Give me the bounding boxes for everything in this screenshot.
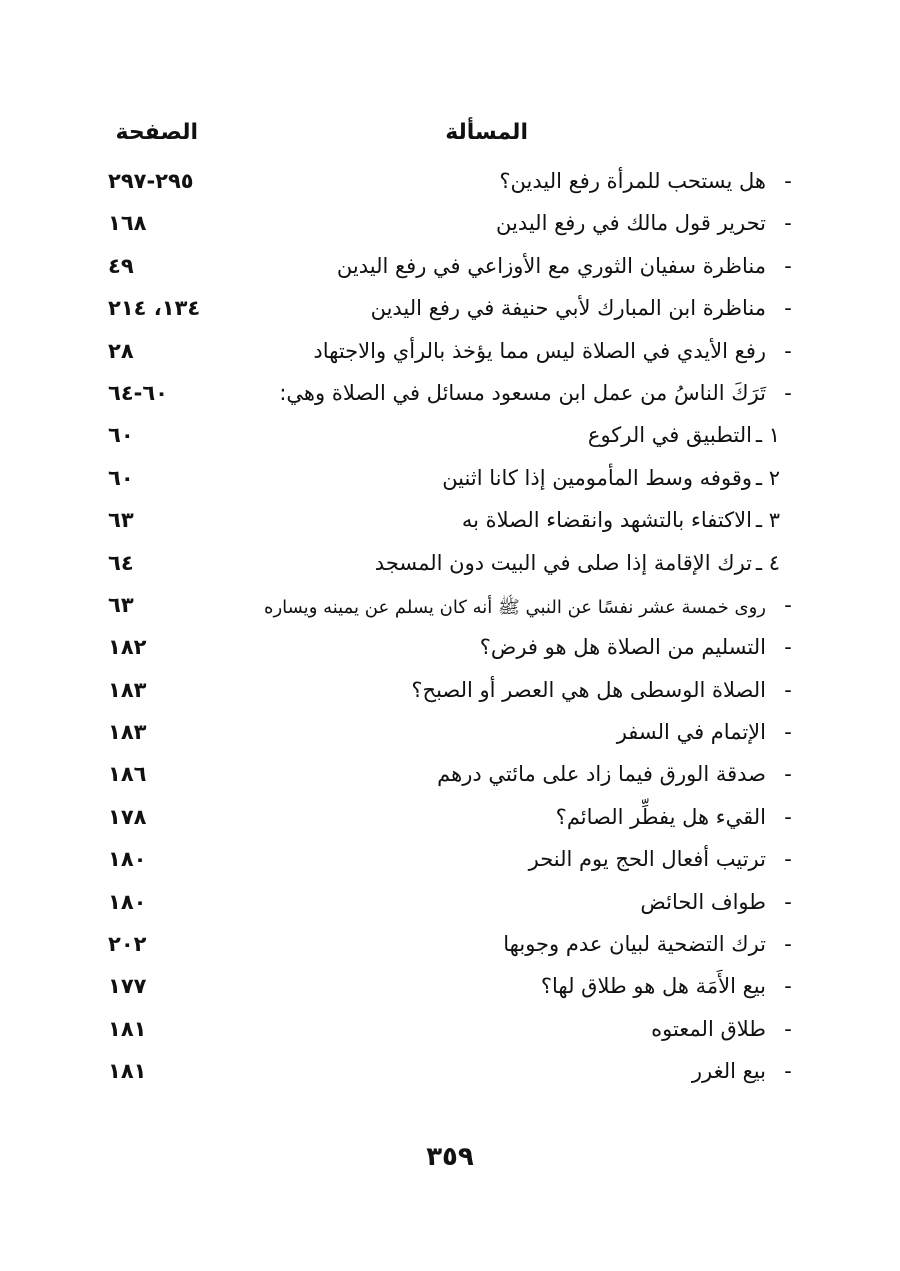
issue-text: مناظرة ابن المبارك لأبي حنيفة في رفع اليدين <box>370 296 766 321</box>
index-row <box>108 205 798 247</box>
index-row <box>108 672 798 714</box>
index-row <box>108 460 798 502</box>
index-row <box>108 1011 798 1053</box>
issue-text: صدقة الورق فيما زاد على مائتي درهم <box>437 762 766 787</box>
page-reference: ٦٣ <box>108 592 134 617</box>
page-reference: ١٣٤، ٢١٤ <box>108 296 201 321</box>
issue-text: التطبيق في الركوع <box>587 423 752 448</box>
item-dash: - <box>784 380 792 405</box>
page-reference: ٢٨ <box>108 338 134 363</box>
issue-text: مناظرة سفيان الثوري مع الأوزاعي في رفع اليدين <box>336 253 766 278</box>
issue-text: هل يستحب للمرأة رفع اليدين؟ <box>499 169 766 193</box>
page-column-header: الصفحة <box>115 120 198 145</box>
item-dash: - <box>784 169 792 193</box>
issue-text: ترك التضحية لبيان عدم وجوبها <box>503 932 766 957</box>
page-reference: ٦٣ <box>108 508 134 533</box>
issue-text: روى خمسة عشر نفسًا عن النبي ﷺ أنه كان يسلم عن يمينه ويساره <box>264 596 766 618</box>
item-dash: - <box>784 296 792 321</box>
page-reference: ٦٠ <box>108 423 134 448</box>
item-dash: - <box>784 1016 792 1041</box>
index-row <box>108 417 798 459</box>
item-number: ٤ ـ <box>755 550 780 575</box>
index-list <box>108 163 798 1096</box>
page-reference: ٢٠٢ <box>108 932 147 957</box>
index-row <box>108 714 798 756</box>
issue-text: طواف الحائض <box>640 889 766 914</box>
index-header <box>108 120 798 154</box>
page-reference: ١٧٨ <box>108 804 147 829</box>
page-reference: ٤٩ <box>108 253 134 278</box>
index-row <box>108 926 798 968</box>
page-reference: ١٨٣ <box>108 720 147 745</box>
item-dash: - <box>784 253 792 278</box>
issue-text: التسليم من الصلاة هل هو فرض؟ <box>479 635 766 660</box>
index-row <box>108 968 798 1010</box>
issue-text: تَرَكَ الناسُ من عمل ابن مسعود مسائل في الصلاة وهي: <box>279 380 766 405</box>
issue-text: وقوفه وسط المأمومين إذا كانا اثنين <box>442 465 752 490</box>
index-row <box>108 629 798 671</box>
page-reference: ٦٠-٦٤ <box>108 380 168 405</box>
item-dash: - <box>784 974 792 999</box>
index-row <box>108 375 798 417</box>
page-reference: ٦٤ <box>108 550 134 575</box>
index-row <box>108 884 798 926</box>
item-dash: - <box>784 592 792 617</box>
index-row <box>108 163 798 205</box>
page-reference: ١٨٢ <box>108 635 147 660</box>
page-reference: ١٦٨ <box>108 211 147 236</box>
page-reference: ٦٠ <box>108 465 134 490</box>
index-row <box>108 1053 798 1095</box>
item-dash: - <box>784 338 792 363</box>
index-row <box>108 502 798 544</box>
item-dash: - <box>784 762 792 787</box>
index-row <box>108 290 798 332</box>
page-number: ٣٥٩ <box>426 1142 474 1172</box>
item-dash: - <box>784 720 792 745</box>
item-dash: - <box>784 635 792 660</box>
index-row <box>108 841 798 883</box>
page-reference: ١٨٠ <box>108 889 147 914</box>
page-reference: ٢٩٥-٢٩٧ <box>108 169 194 193</box>
page-reference: ١٨٣ <box>108 677 147 702</box>
issue-text: الصلاة الوسطى هل هي العصر أو الصبح؟ <box>411 677 766 702</box>
issue-text: القيء هل يفطِّر الصائم؟ <box>555 804 766 829</box>
page-reference: ١٨٠ <box>108 847 147 872</box>
issue-text: بيع الغرر <box>691 1059 766 1084</box>
item-dash: - <box>784 932 792 957</box>
issue-text: بيع الأَمَة هل هو طلاق لها؟ <box>540 974 766 999</box>
page-reference: ١٨٦ <box>108 762 147 787</box>
index-row <box>108 799 798 841</box>
item-dash: - <box>784 1059 792 1084</box>
issue-text: الإتمام في السفر <box>616 720 766 745</box>
item-number: ١ ـ <box>755 423 780 448</box>
index-row <box>108 545 798 587</box>
issue-text: ترك الإقامة إذا صلى في البيت دون المسجد <box>374 550 752 575</box>
issue-text: طلاق المعتوه <box>651 1016 766 1041</box>
issue-column-header: المسألة <box>445 120 528 145</box>
index-row <box>108 756 798 798</box>
issue-text: الاكتفاء بالتشهد وانقضاء الصلاة به <box>461 508 752 533</box>
item-dash: - <box>784 889 792 914</box>
issue-text: رفع الأيدي في الصلاة ليس مما يؤخذ بالرأي والاجتهاد <box>313 338 766 363</box>
page-reference: ١٨١ <box>108 1016 147 1041</box>
index-row <box>108 333 798 375</box>
index-row <box>108 587 798 629</box>
item-dash: - <box>784 677 792 702</box>
issue-text: تحرير قول مالك في رفع اليدين <box>495 211 766 236</box>
issue-text: ترتيب أفعال الحج يوم النحر <box>528 847 766 872</box>
item-dash: - <box>784 804 792 829</box>
page-reference: ١٨١ <box>108 1059 147 1084</box>
index-row <box>108 248 798 290</box>
item-dash: - <box>784 847 792 872</box>
page-reference: ١٧٧ <box>108 974 147 999</box>
item-dash: - <box>784 211 792 236</box>
item-number: ٣ ـ <box>755 508 780 533</box>
item-number: ٢ ـ <box>755 465 780 490</box>
